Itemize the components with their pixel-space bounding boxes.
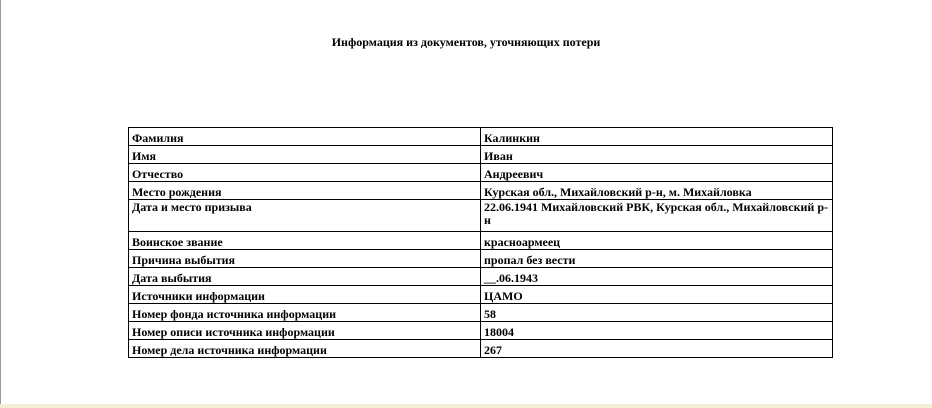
document-title: Информация из документов, уточняющих потери xyxy=(331,35,601,49)
row-label-conscription: Дата и место призыва xyxy=(129,200,481,232)
row-label-first-name: Имя xyxy=(129,146,481,164)
table-row xyxy=(129,146,833,164)
row-value-opis: 18004 xyxy=(481,322,833,340)
table-row xyxy=(129,232,833,250)
row-label-fond: Номер фонда источника информации xyxy=(129,304,481,322)
row-label-surname: Фамилия xyxy=(129,128,481,146)
row-label-reason: Причина выбытия xyxy=(129,250,481,268)
table-row xyxy=(129,250,833,268)
losses-info-table xyxy=(128,127,833,358)
row-value-sources: ЦАМО xyxy=(481,286,833,304)
window-left-edge xyxy=(0,0,1,408)
table-row xyxy=(129,268,833,286)
table-row xyxy=(129,304,833,322)
row-value-rank: красноармеец xyxy=(481,232,833,250)
table-row xyxy=(129,128,833,146)
row-label-rank: Воинское звание xyxy=(129,232,481,250)
row-label-date: Дата выбытия xyxy=(129,268,481,286)
row-value-conscription: 22.06.1941 Михайловский РВК, Курская обл., Михайловский р-н xyxy=(481,200,833,232)
row-value-date: __.06.1943 xyxy=(481,268,833,286)
table-row xyxy=(129,182,833,200)
row-value-surname: Калинкин xyxy=(481,128,833,146)
row-value-fond: 58 xyxy=(481,304,833,322)
row-value-first-name: Иван xyxy=(481,146,833,164)
row-label-patronymic: Отчество xyxy=(129,164,481,182)
table-row xyxy=(129,286,833,304)
row-label-delo: Номер дела источника информации xyxy=(129,340,481,358)
row-value-patronymic: Андреевич xyxy=(481,164,833,182)
table-row xyxy=(129,200,833,232)
table-row xyxy=(129,340,833,358)
row-value-birthplace: Курская обл., Михайловский р-н, м. Михайловка xyxy=(481,182,833,200)
row-label-sources: Источники информации xyxy=(129,286,481,304)
table-row xyxy=(129,322,833,340)
row-label-birthplace: Место рождения xyxy=(129,182,481,200)
row-value-reason: пропал без вести xyxy=(481,250,833,268)
row-value-delo: 267 xyxy=(481,340,833,358)
table-row xyxy=(129,164,833,182)
bottom-strip xyxy=(0,404,932,408)
row-label-opis: Номер описи источника информации xyxy=(129,322,481,340)
